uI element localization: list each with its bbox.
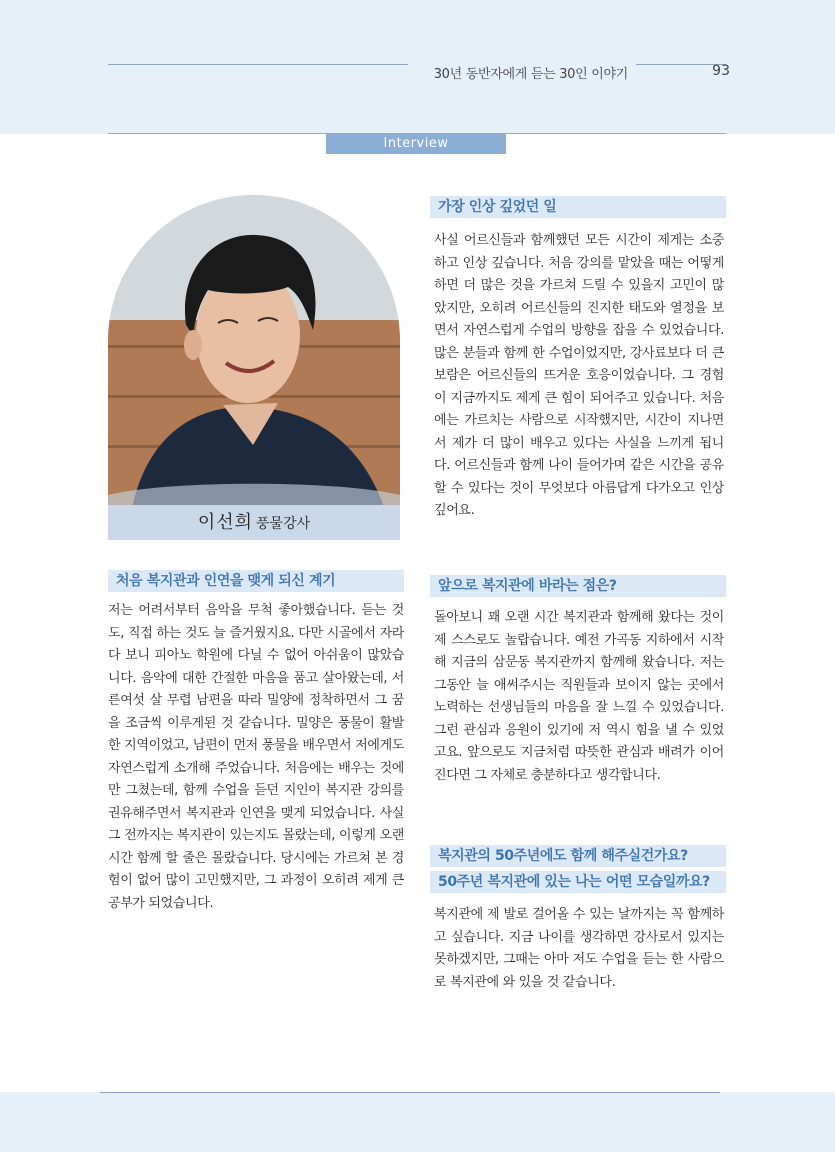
footer-rule [100,1092,720,1093]
section-heading-50th-line1: 복지관의 50주년에도 함께 해주실건가요? [430,845,726,867]
running-title: 30년 동반자에게 듣는 30인 이야기 [433,67,628,82]
section-body-50th: 복지관에 제 발로 걸어올 수 있는 날까지는 꼭 함께하고 싶습니다. 지금 나이를 생각하면 강사로서 있지는 못하겠지만, 그때는 아마 저도 수업을 듣는 한 사람으로 복지관에 와 있을 것 같습니다. [434,907,724,990]
section-heading-first-contact: 처음 복지관과 인연을 맺게 되신 계기 [108,570,404,592]
section-heading-hopes: 앞으로 복지관에 바라는 점은? [430,575,726,597]
section-body-hopes: 돌아보니 꽤 오랜 시간 복지관과 함께해 왔다는 것이 제 스스로도 놀랍습니다. 예전 가곡동 지하에서 시작해 지금의 삼문동 복지관까지 함께해 왔습니다. 저는 그동안 늘 애써주시는 직원들과 보이지 않는 곳에서 노력하는 선생님들의 마음을 잘 느낄 수 있었습니다. 그런 관심과 응원이 있기에 저 역시 힘을 낼 수 있었고요. 앞으로도 지금처럼 따뜻한 관심과 배려가 이어진다면 그 자체로 충분하다고 생각합니다. [434,610,724,783]
interview-tab: Interview [326,134,506,154]
section-body-memorable: 사실 어르신들과 함께했던 모든 시간이 제게는 소중하고 인상 깊습니다. 처음 강의를 맡았을 때는 어떻게 하면 더 많은 것을 가르쳐 드릴 수 있을지 고민이 많았지만, 오히려 어르신들의 진지한 태도와 열정을 보면서 자연스럽게 수업의 방향을 잡을 수 있었습니다. 많은 분들과 함께 한 수업이었지만, 강사료보다 더 큰 보람은 어르신들의 뜨거운 호응이었습니다. 그 경험이 지금까지도 제게 큰 힘이 되어주고 있습니다. 처음에는 가르치는 사람으로 시작했지만, 시간이 지나면서 제가 더 많이 배우고 있다는 사실을 느끼게 됩니다. 어르신들과 함께 나이 들어가며 같은 시간을 공유할 수 있다는 것이 무엇보다 아름답게 다가오고 인상 깊어요. [434,233,724,518]
profile-photo [108,195,400,540]
header-rule-left [108,64,408,65]
profile-name: 이선희 [197,512,254,533]
profile-role: 풍물강사 [256,516,311,532]
profile-caption [108,505,400,540]
section-heading-memorable: 가장 인상 깊었던 일 [430,196,726,218]
section-heading-50th-line2: 50주년 복지관에 있는 나는 어떤 모습일까요? [430,871,726,893]
page-number: 93 [712,63,730,79]
section-body-first-contact: 저는 어려서부터 음악을 무척 좋아했습니다. 듣는 것도, 직접 하는 것도 늘 즐거웠지요. 다만 시골에서 자라다 보니 피아노 학원에 다닐 수 없어 아쉬움이 많았습니다. 음악에 대한 간절한 마음을 품고 살아왔는데, 서른여섯 살 무렵 남편을 따라 밀양에 정착하면서 그 꿈을 조금씩 이루게된 것 같습니다. 밀양은 풍물이 활발한 지역이었고, 남편이 먼저 풍물을 배우면서 저에게도 자연스럽게 소개해 주었습니다. 처음에는 배우는 것에만 그쳤는데, 함께 수업을 듣던 지인이 복지관 강의를 권유해주면서 복지관과 인연을 맺게 되었습니다. 사실 그 전까지는 복지관이 있는지도 몰랐는데, 이렇게 오랜 시간 함께 할 줄은 몰랐습니다. 당시에는 가르쳐 본 경험이 없어 많이 고민했지만, 그 과정이 오히려 제게 큰 공부가 되었습니다. [108,603,404,911]
portrait-illustration [108,195,400,540]
footer-band [0,1092,835,1152]
